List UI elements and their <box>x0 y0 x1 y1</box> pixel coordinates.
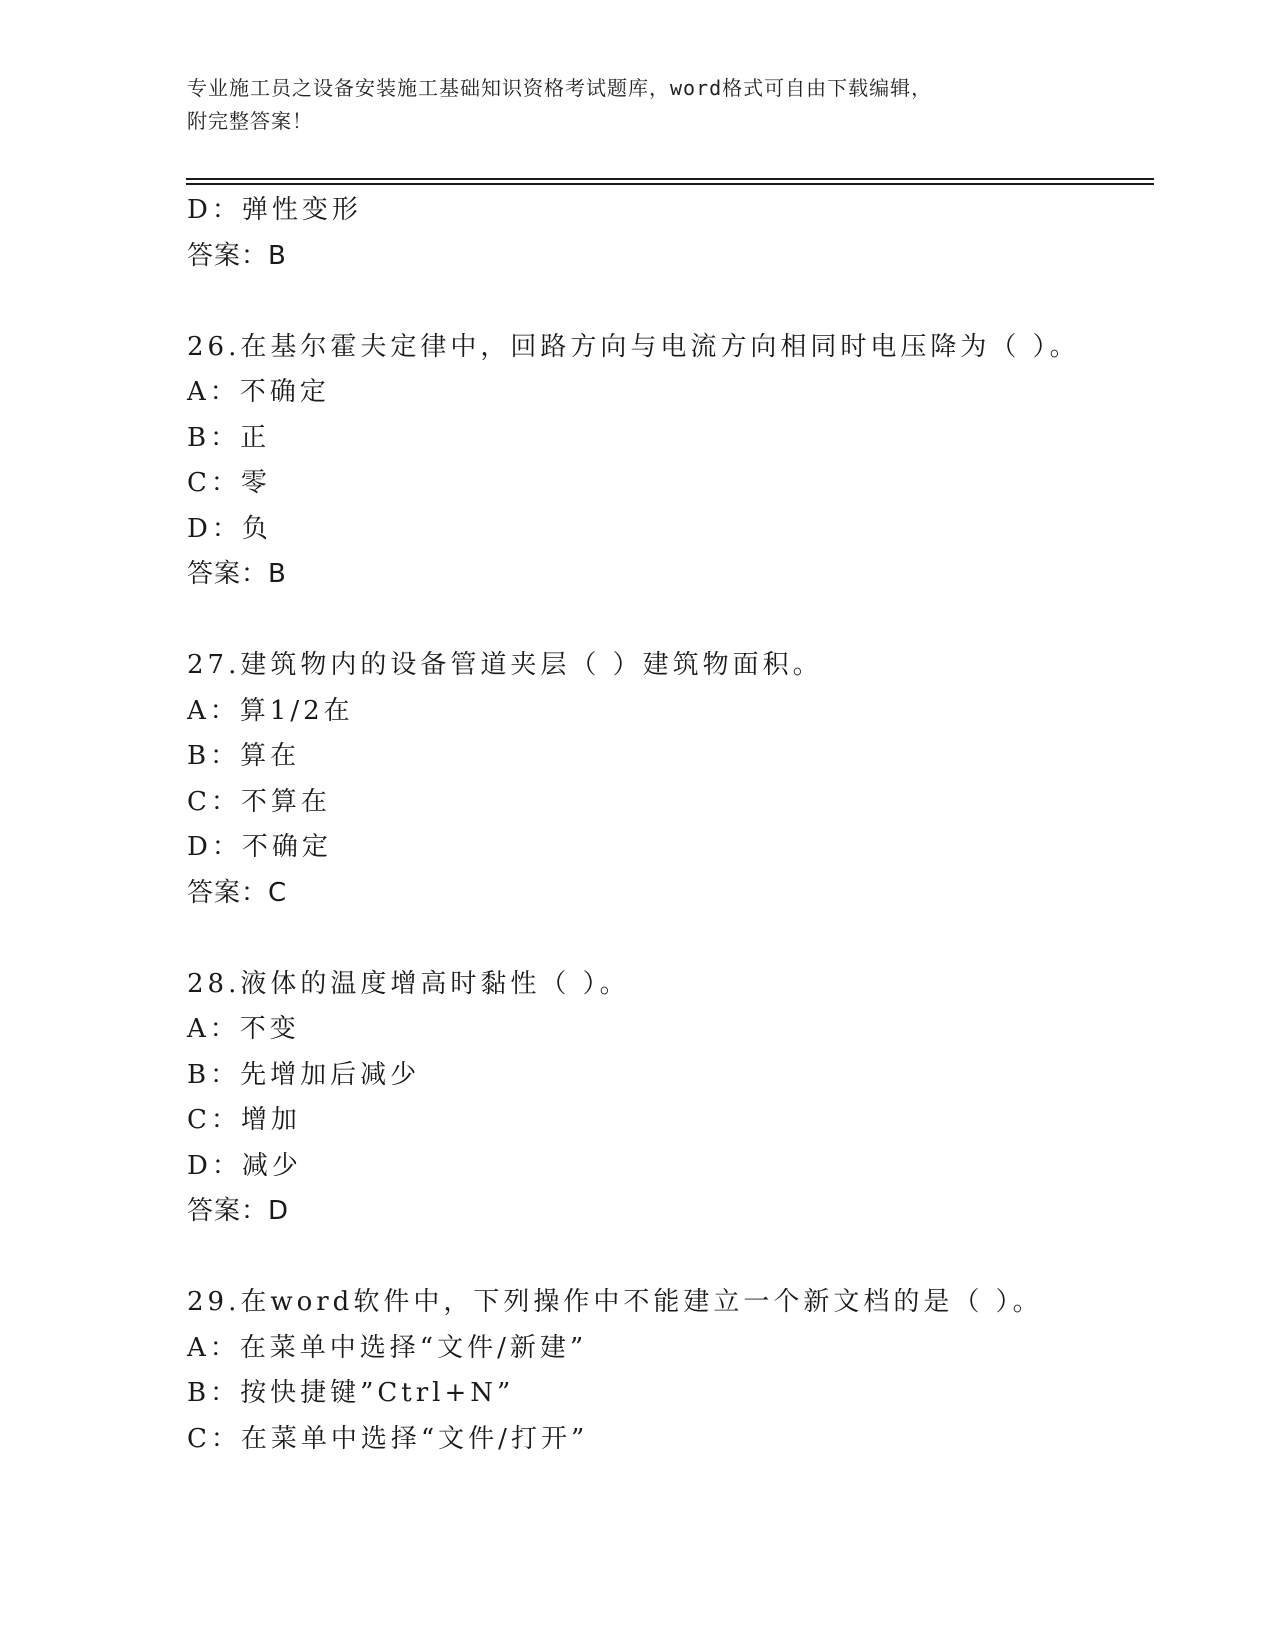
header-line-1: 专业施工员之设备安装施工基础知识资格考试题库，word格式可自由下载编辑， <box>187 76 933 100</box>
question-stem-27: 27.建筑物内的设备管道夹层（ ）建筑物面积。 <box>187 650 823 680</box>
answer-fragment: 答案：B <box>187 240 287 271</box>
question-29-option-a: A：在菜单中选择“文件/新建” <box>187 1332 588 1363</box>
question-28-option-b: B：先增加后减少 <box>187 1059 421 1090</box>
question-28-answer: 答案：D <box>187 1196 290 1226</box>
spacer <box>187 279 1147 325</box>
question-26-option-c: C：零 <box>187 468 271 498</box>
question-26-answer: 答案：B <box>187 559 287 589</box>
question-27-option-d: D：不确定 <box>187 832 332 862</box>
question-list <box>187 188 1147 1462</box>
question-26-option-a: A：不确定 <box>187 377 330 407</box>
question-29-option-c: C：在菜单中选择“文件/打开” <box>187 1423 589 1454</box>
spacer <box>187 598 1147 644</box>
header-line-2: 附完整答案！ <box>187 109 313 133</box>
question-28-option-d: D：减少 <box>187 1150 302 1181</box>
question-stem-28: 28.液体的温度增高时黏性（ ）。 <box>187 968 630 999</box>
spacer <box>187 916 1147 962</box>
question-stem-29: 29.在word软件中，下列操作中不能建立一个新文档的是（ ）。 <box>187 1287 1043 1317</box>
header-divider-top <box>186 178 1154 180</box>
document-header <box>187 72 1067 138</box>
header-divider-bottom <box>186 183 1154 185</box>
question-26-option-d: D：负 <box>187 513 272 544</box>
spacer <box>187 1235 1147 1281</box>
question-stem-26: 26.在基尔霍夫定律中，回路方向与电流方向相同时电压降为（ ）。 <box>187 331 1080 362</box>
question-27-option-a: A：算1/2在 <box>187 695 354 726</box>
question-27-answer: 答案：C <box>187 877 288 908</box>
question-29-option-b: B：按快捷键”Ctrl+N” <box>187 1378 515 1408</box>
question-28-option-a: A：不变 <box>187 1014 300 1044</box>
option-d-fragment: D：弹性变形 <box>187 195 362 225</box>
question-28-option-c: C：增加 <box>187 1105 301 1135</box>
question-27-option-b: B：算在 <box>187 741 301 771</box>
question-26-option-b: B：正 <box>187 422 271 453</box>
question-27-option-c: C：不算在 <box>187 786 331 817</box>
